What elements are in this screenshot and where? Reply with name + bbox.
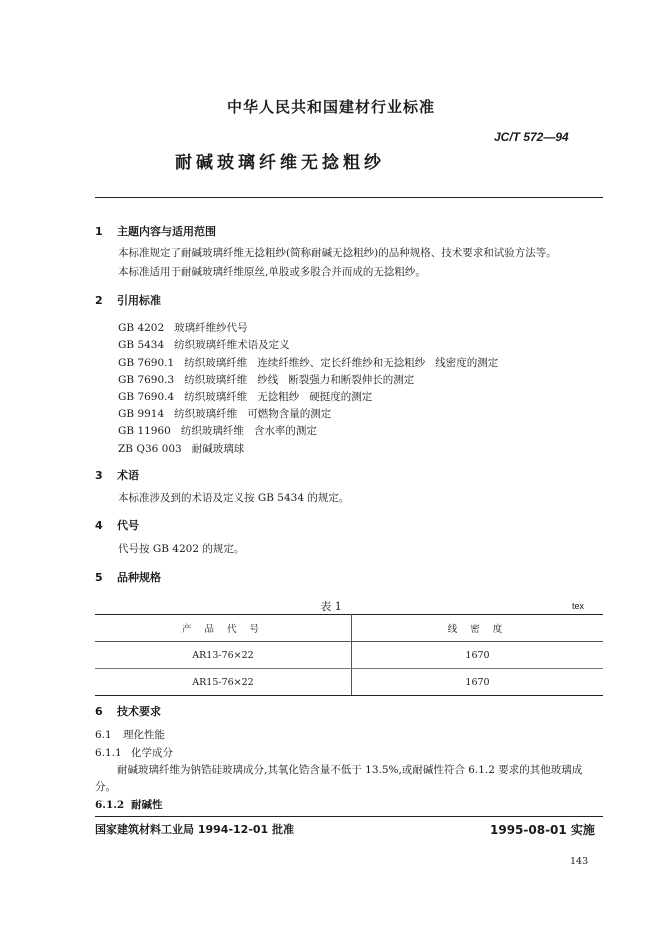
reference-item: GB 5434 纺织玻璃纤维术语及定义: [118, 339, 290, 351]
header-rule: [95, 197, 603, 198]
section-1-para-2: 本标准适用于耐碱玻璃纤维原丝,单股或多股合并而成的无捻粗纱。: [118, 266, 426, 278]
section-3-heading: 3 术语: [95, 469, 139, 482]
document-title: 耐碱玻璃纤维无捻粗纱: [175, 153, 385, 173]
issuing-body: 中华人民共和国建材行业标准: [226, 98, 435, 116]
reference-item: ZB Q36 003 耐碱玻璃球: [118, 443, 245, 455]
reference-item: GB 4202 玻璃纤维纱代号: [118, 322, 248, 334]
subsection-6-1-heading: 6.1 理化性能: [95, 729, 165, 741]
subsection-6-1-1-heading: 6.1.1 化学成分: [95, 747, 173, 759]
reference-item: GB 9914 纺织玻璃纤维 可燃物含量的测定: [118, 408, 332, 420]
product-spec-table: [95, 614, 603, 696]
table-row: [95, 642, 603, 669]
cell-linear-density: 1670: [352, 642, 604, 669]
effective-date: 1995-08-01 实施: [490, 823, 595, 837]
section-1-para-1: 本标准规定了耐碱玻璃纤维无捻粗纱(简称耐碱无捻粗纱)的品种规格、技术要求和试验方法等。: [118, 247, 557, 259]
table-header-row: [95, 615, 603, 642]
section-3-para: 本标准涉及到的术语及定义按 GB 5434 的规定。: [118, 492, 350, 504]
approval-line: 国家建筑材料工业局 1994-12-01 批准: [95, 823, 295, 836]
reference-item: GB 11960 纺织玻璃纤维 含水率的测定: [118, 425, 317, 437]
reference-item: GB 7690.3 纺织玻璃纤维 纱线 断裂强力和断裂伸长的测定: [118, 374, 415, 386]
footer-rule: [95, 816, 603, 817]
section-1-heading: 1 主题内容与适用范围: [95, 225, 216, 238]
section-2-heading: 2 引用标准: [95, 294, 161, 307]
subsection-6-1-1-text: 耐碱玻璃纤维为钠锆硅玻璃成分,其氧化锆含量不低于 13.5%,或耐碱性符合 6.1.2 要求的其他玻璃成分。: [95, 764, 583, 793]
section-6-heading: 6 技术要求: [95, 705, 161, 718]
reference-item: GB 7690.4 纺织玻璃纤维 无捻粗纱 硬挺度的测定: [118, 391, 373, 403]
column-header-product-code: 产 品 代 号: [95, 615, 352, 642]
section-4-heading: 4 代号: [95, 519, 139, 532]
table-row: [95, 669, 603, 696]
cell-product-code: AR15-76×22: [95, 669, 352, 696]
reference-item: GB 7690.1 纺织玻璃纤维 连续纤维纱、定长纤维纱和无捻粗纱 线密度的测定: [118, 357, 499, 369]
table-caption: 表 1: [320, 600, 342, 613]
cell-product-code: AR13-76×22: [95, 642, 352, 669]
subsection-6-1-2-heading: 6.1.2 耐碱性: [95, 799, 163, 811]
standard-code: JC/T 572—94: [494, 130, 569, 144]
column-header-linear-density: 线 密 度: [352, 615, 604, 642]
page-number: 143: [570, 856, 589, 867]
table-unit: tex: [572, 601, 585, 611]
cell-linear-density: 1670: [352, 669, 604, 696]
section-5-heading: 5 品种规格: [95, 571, 161, 584]
section-4-para: 代号按 GB 4202 的规定。: [118, 543, 245, 555]
